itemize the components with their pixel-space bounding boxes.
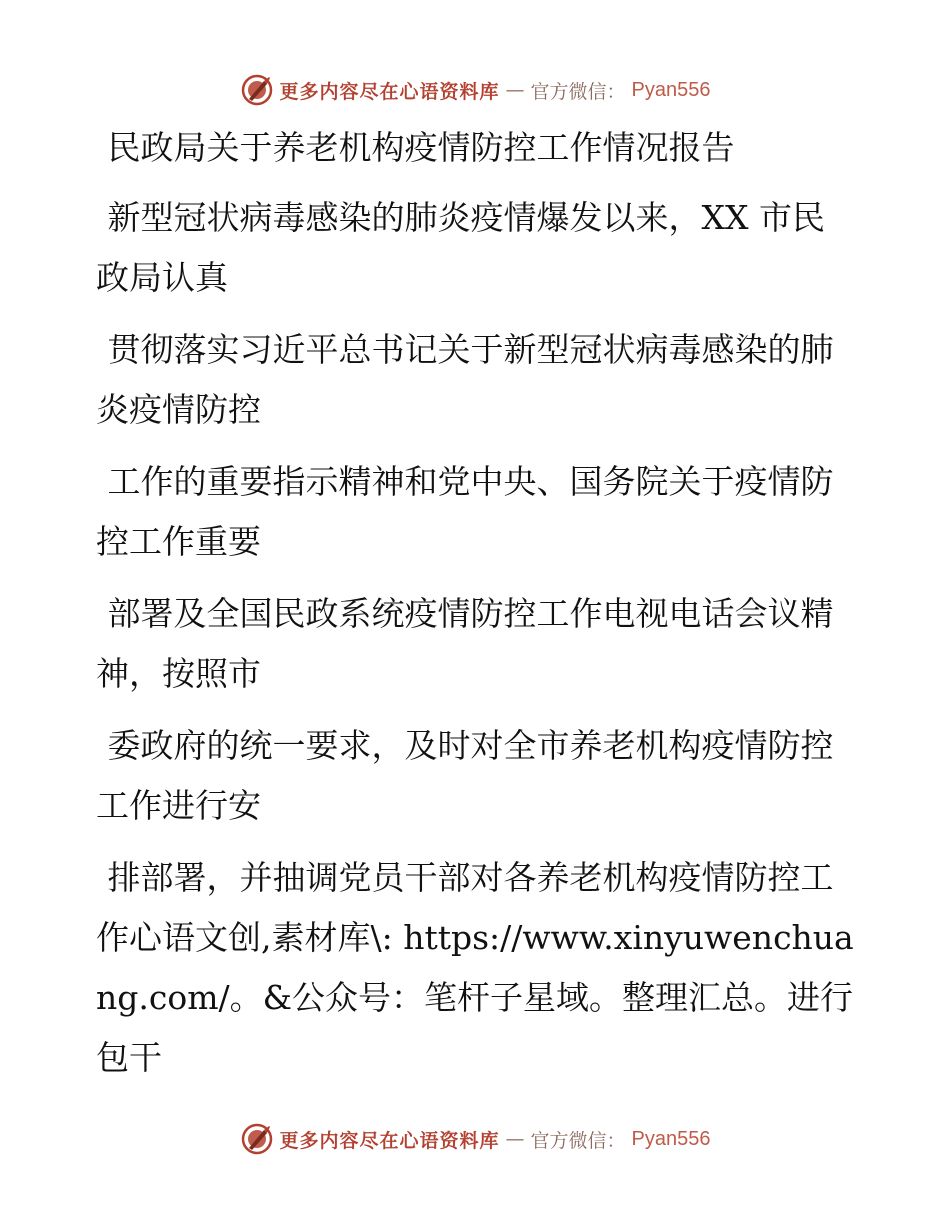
header-watermark (0, 68, 950, 112)
wechat-id: Pyan556 (631, 78, 711, 101)
footer-watermark (0, 1117, 950, 1161)
site-label: 更多内容尽在心语资料库 (279, 1129, 500, 1152)
quill-pen-seal-icon (240, 1122, 274, 1156)
paragraph: 工作的重要指示精神和党中央、国务院关于疫情防控工作重要 (96, 462, 834, 561)
paragraph: 委政府的统一要求，及时对全市养老机构疫情防控工作进行安 (96, 726, 834, 825)
paragraph: 贯彻落实习近平总书记关于新型冠状病毒感染的肺炎疫情防控 (96, 330, 834, 429)
site-label: 更多内容尽在心语资料库 (279, 80, 500, 103)
quill-pen-seal-icon (240, 73, 274, 107)
document-body (96, 120, 856, 1088)
separator: — (505, 1128, 525, 1150)
paragraph: 新型冠状病毒感染的肺炎疫情爆发以来，XX 市民政局认真 (96, 198, 826, 297)
paragraph: 排部署，并抽调党员干部对各养老机构疫情防控工作心语文创,素材库\: https://www.xinyuwenchuang.com/。&公众号：笔杆子星域。整理汇总。进行包干 (96, 858, 854, 1077)
official-account-label: 官方微信： (530, 80, 626, 103)
document-title: 民政局关于养老机构疫情防控工作情况报告 (107, 128, 735, 167)
paragraph: 部署及全国民政系统疫情防控工作电视电话会议精神，按照市 (96, 594, 834, 693)
wechat-id: Pyan556 (631, 1127, 711, 1150)
separator: — (505, 79, 525, 101)
official-account-label: 官方微信： (530, 1129, 626, 1152)
